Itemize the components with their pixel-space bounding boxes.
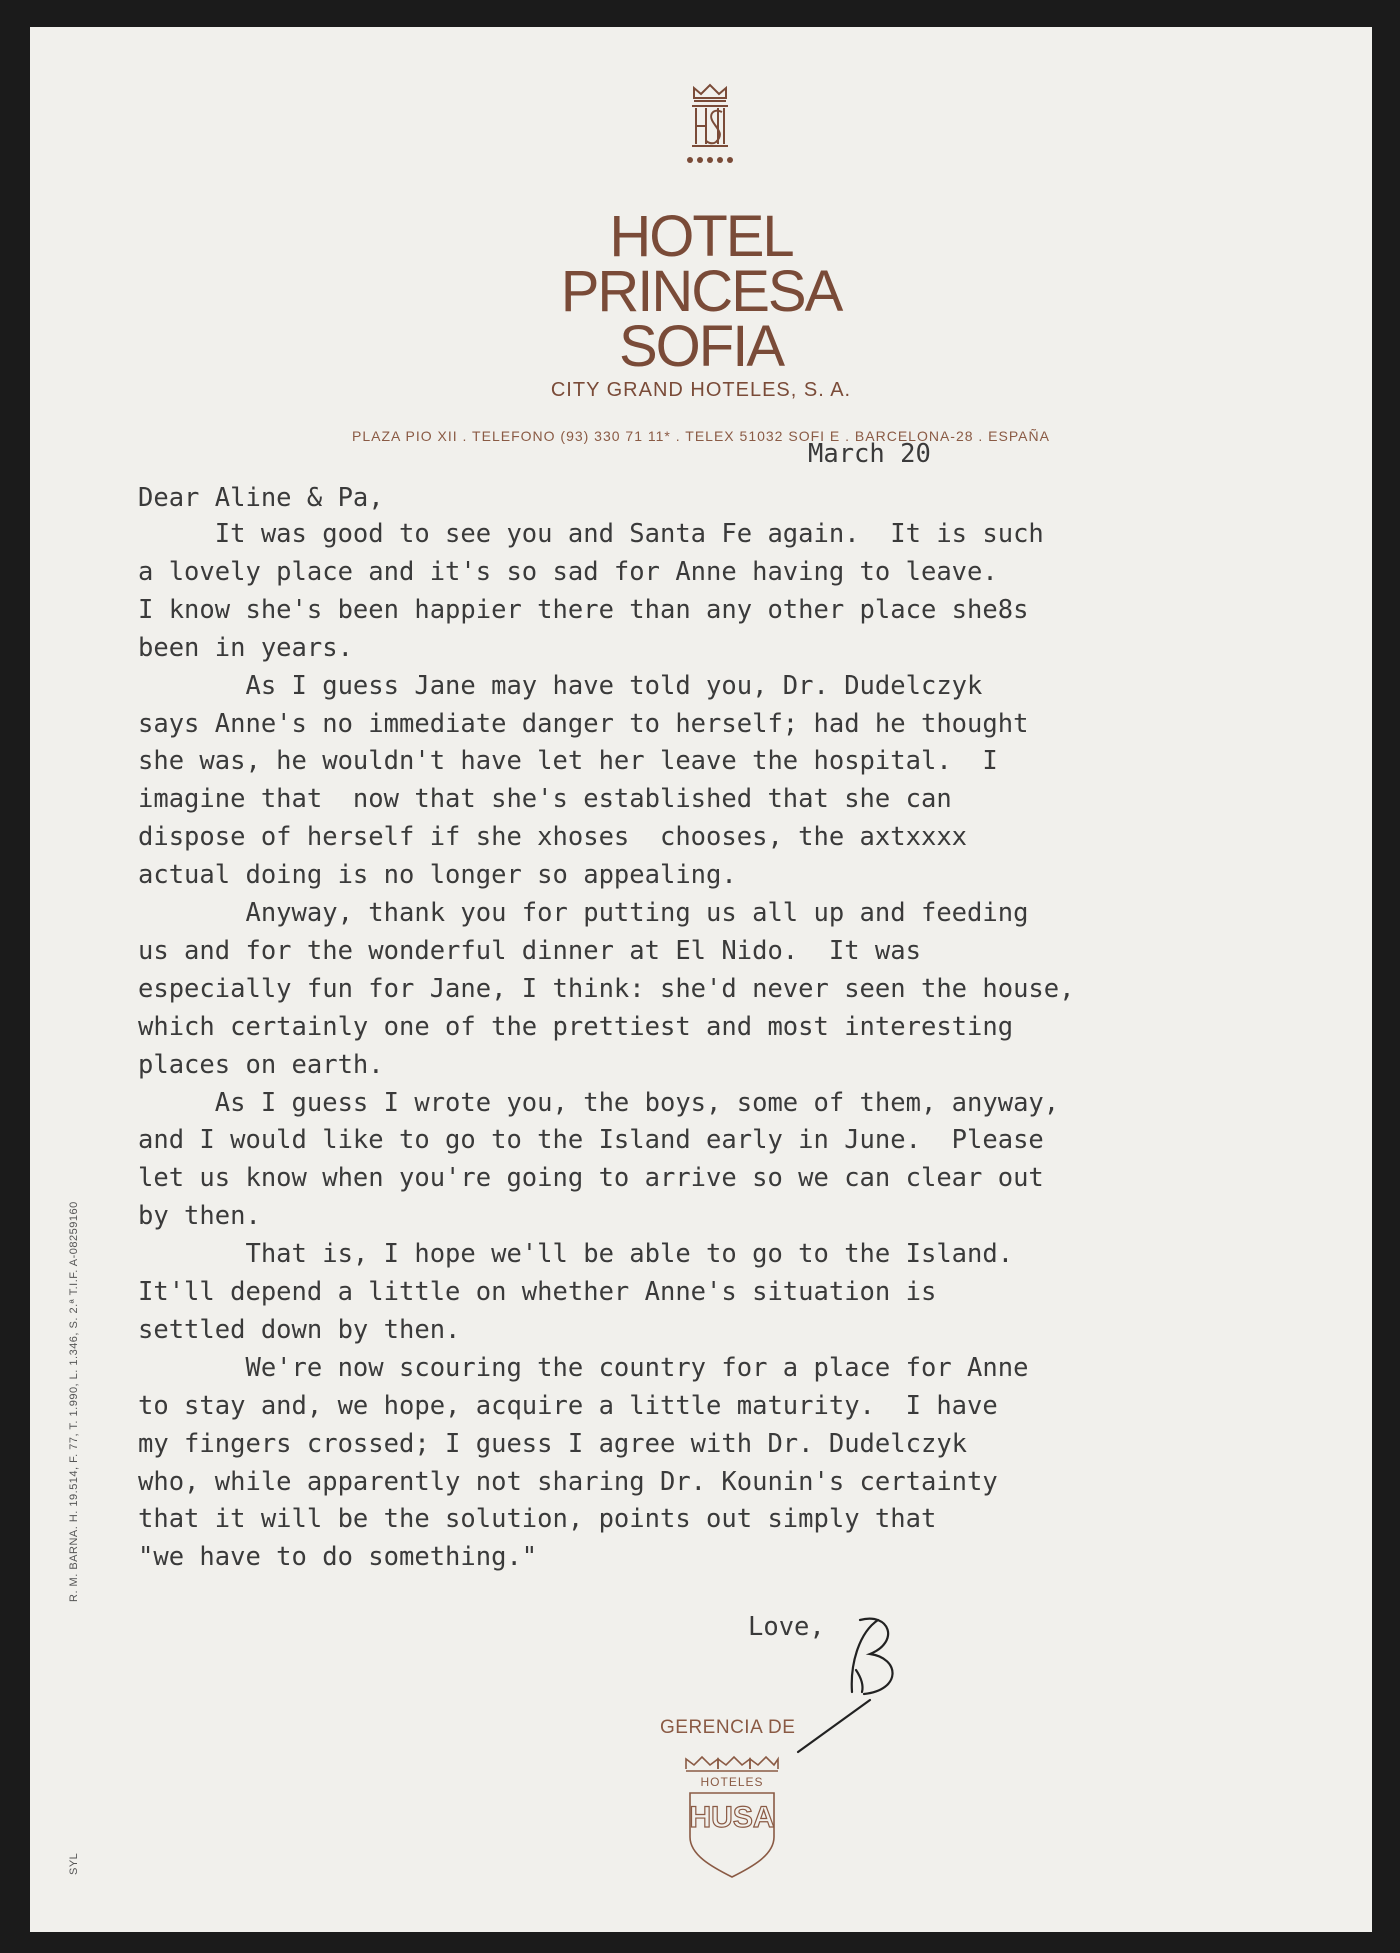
letter-line: she was, he wouldn't have let her leave the hospital. I xyxy=(138,746,998,777)
crown-monogram-icon xyxy=(680,82,740,172)
salutation: Dear Aline & Pa, xyxy=(138,483,384,513)
letter-line: imagine that now that she's established that she can xyxy=(138,784,952,815)
letter-line: It was good to see you and Santa Fe again. It is such xyxy=(138,519,1044,549)
hotel-name-line-3: SOFIA xyxy=(618,314,784,379)
hotel-name-line-2: PRINCESA xyxy=(560,259,842,324)
letter-line: especially fun for Jane, I think: she'd never seen the house, xyxy=(138,973,1075,1004)
husa-big-text: HUSA xyxy=(689,1801,775,1834)
letter-line: which certainly one of the prettiest and most interesting xyxy=(138,1011,1014,1042)
letter-line: Anyway, thank you for putting us all up and feeding xyxy=(138,898,1029,928)
letter-line: settled down by then. xyxy=(138,1314,461,1345)
letter-line: As I guess Jane may have told you, Dr. Dudelczyk xyxy=(138,670,983,701)
letter-line: "we have to do something." xyxy=(138,1542,538,1573)
letter-line: been in years. xyxy=(138,632,353,663)
gerencia-label: GERENCIA DE xyxy=(660,1717,796,1738)
signature-icon xyxy=(790,1612,940,1792)
husa-small-text: HOTELES xyxy=(700,1775,764,1789)
closing: Love, xyxy=(748,1612,825,1642)
letter-date: March 20 xyxy=(808,439,931,469)
letter-line: to stay and, we hope, acquire a little maturity. I have xyxy=(138,1390,998,1421)
registry-text: R. M. BARNA. H. 19.514, F. 77, T. 1.990, L. 1.346, S. 2.ª T.I.F. A-08259160 xyxy=(68,1201,80,1602)
husa-logo-icon xyxy=(682,1755,782,1885)
letter-line: my fingers crossed; I guess I agree with Dr. Dudelczyk xyxy=(138,1428,968,1459)
letter-line: As I guess I wrote you, the boys, some of them, anyway, xyxy=(138,1087,1060,1118)
letter-line: says Anne's no immediate danger to herself; had he thought xyxy=(138,708,1029,739)
letter-line: a lovely place and it's so sad for Anne having to leave. xyxy=(138,556,998,587)
company-name: CITY GRAND HOTELES, S. A. xyxy=(550,379,852,401)
letter-line: actual doing is no longer so appealing. xyxy=(138,860,737,891)
letter-line: I know she's been happier there than any other place she8s xyxy=(138,594,1029,625)
letter-line: who, while apparently not sharing Dr. Kounin's certainty xyxy=(138,1466,998,1497)
letter-line: It'll depend a little on whether Anne's situation is xyxy=(138,1277,937,1307)
letter-line: dispose of herself if she xhoses chooses, the axtxxxx xyxy=(138,822,968,853)
letter-line: places on earth. xyxy=(138,1049,384,1080)
margin-code: SYL xyxy=(68,1852,80,1875)
hotel-name-line-1: HOTEL xyxy=(609,204,793,269)
letter-line: let us know when you're going to arrive so we can clear out xyxy=(138,1163,1044,1194)
letter-line: us and for the wonderful dinner at El Nido. It was xyxy=(138,935,921,966)
letter-page xyxy=(30,27,1372,1932)
letter-line: that it will be the solution, points out simply that xyxy=(138,1504,937,1535)
letter-line: That is, I hope we'll be able to go to the Island. xyxy=(138,1239,1014,1270)
hotel-address: PLAZA PIO XII . TELEFONO (93) 330 71 11* . TELEX 51032 SOFI E . BARCELONA-28 . ESPAÑA xyxy=(352,428,1050,444)
letter-line: by then. xyxy=(138,1201,261,1232)
letter-line: and I would like to go to the Island early in June. Please xyxy=(138,1125,1044,1156)
letter-line: We're now scouring the country for a place for Anne xyxy=(138,1352,1029,1383)
hotel-name xyxy=(30,204,1372,379)
